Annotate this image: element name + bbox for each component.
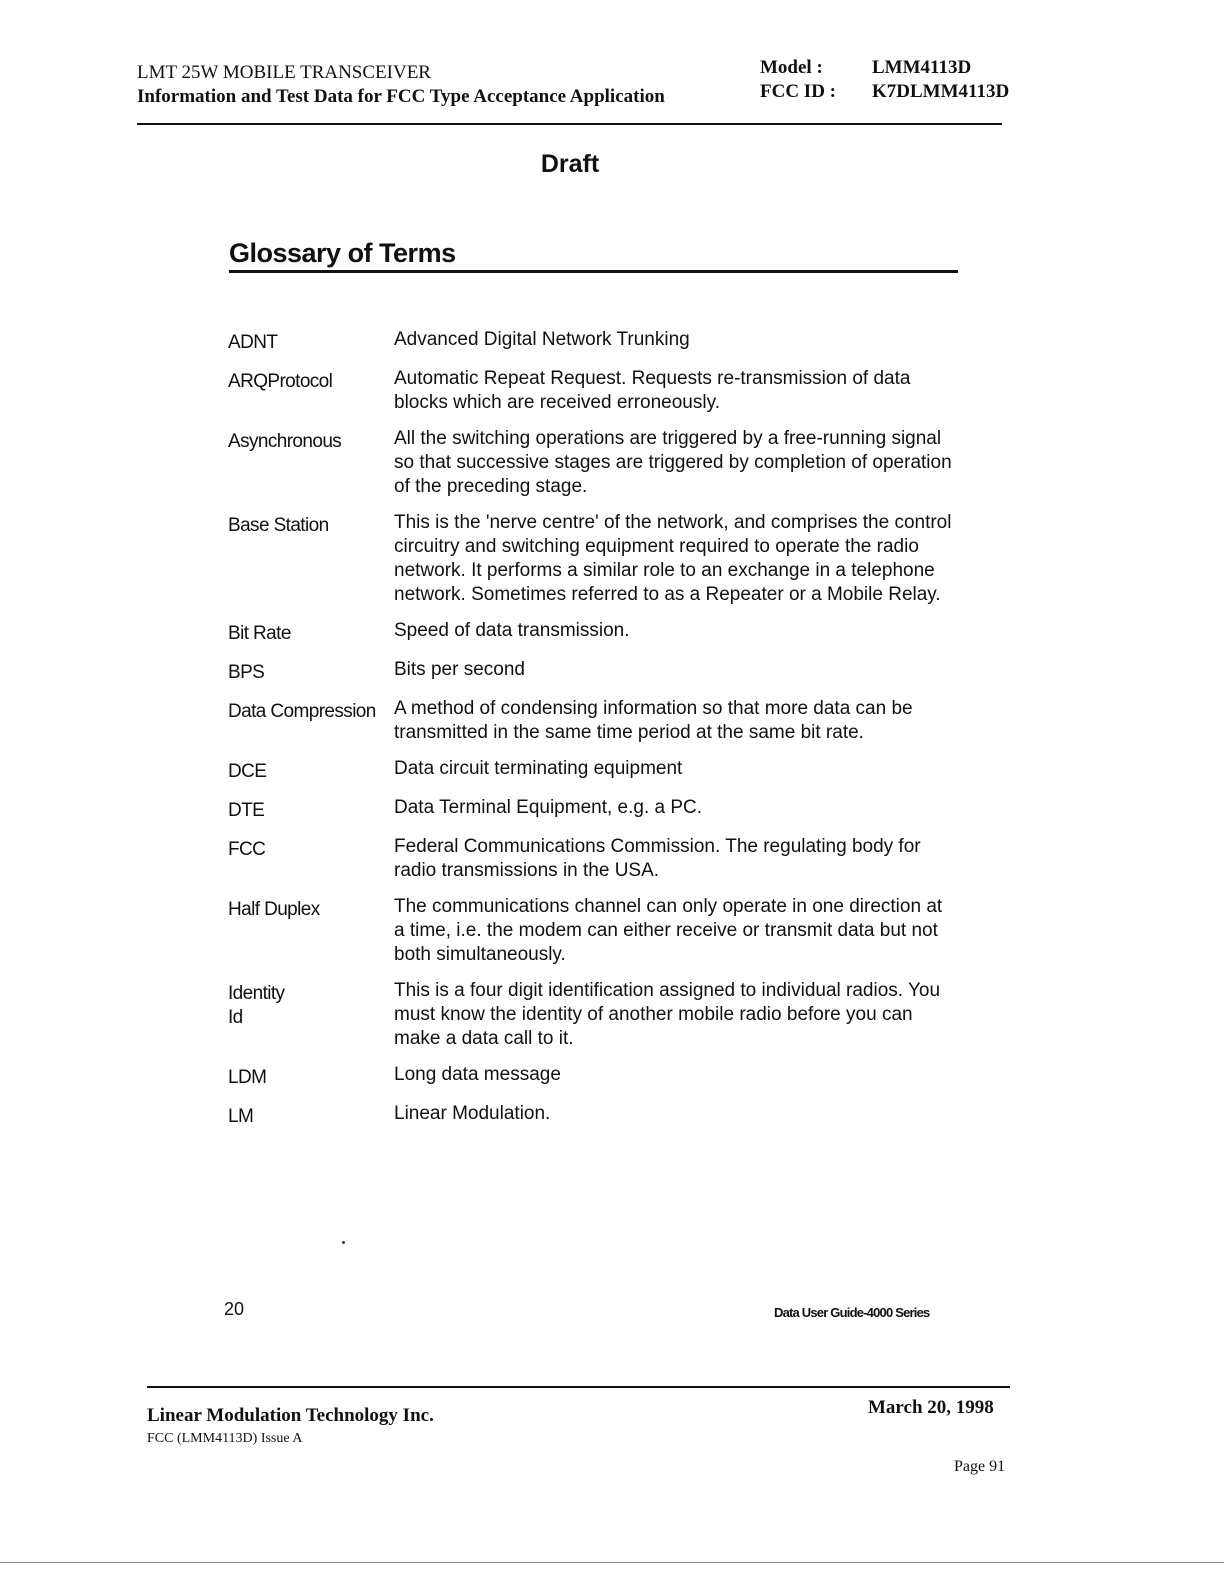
draft-label: Draft	[540, 150, 600, 178]
scan-edge-line	[0, 1562, 1224, 1563]
glossary-term: Asynchronous	[228, 431, 342, 452]
glossary-term: ARQProtocol	[228, 371, 333, 392]
glossary-definition: Automatic Repeat Request. Requests re-transmission of data blocks which are received erroneously.	[394, 368, 911, 413]
glossary-definition: Federal Communications Commission. The regulating body for radio transmissions in the USA.	[394, 836, 921, 881]
glossary-definition: This is the 'nerve centre' of the network, and comprises the control circuitry and switching equipment required to operate the radio network. It performs a similar role to an exchange in a telephone network. Sometimes referred to as a Repeater or a Mobile Relay.	[394, 512, 952, 605]
glossary-entry	[228, 619, 958, 646]
glossary-entry	[228, 979, 958, 1051]
glossary-entry	[228, 757, 958, 784]
inner-page-number: 20	[224, 1299, 245, 1319]
glossary-term	[228, 979, 394, 1051]
fcc-id-value: K7DLMM4113D	[872, 81, 1010, 102]
glossary-definition: Data Terminal Equipment, e.g. a PC.	[394, 797, 703, 818]
glossary-underline	[229, 270, 958, 273]
document-date: March 20, 1998	[868, 1397, 994, 1418]
glossary-definition: All the switching operations are triggered by a free-running signal so that successive stages are triggered by completion of operation of the preceding stage.	[394, 428, 952, 497]
glossary-entry	[228, 835, 958, 883]
model-value: LMM4113D	[872, 57, 972, 78]
glossary-entry	[228, 796, 958, 823]
glossary-entry	[228, 895, 958, 967]
glossary-term: DCE	[228, 761, 267, 782]
glossary-term: ADNT	[228, 332, 278, 353]
glossary-definition: A method of condensing information so that more data can be transmitted in the same time period at the same bit rate.	[394, 698, 913, 743]
glossary-definition: Long data message	[394, 1064, 561, 1085]
glossary-term: Data Compression	[228, 701, 376, 722]
glossary-term-line: Identity	[228, 983, 285, 1004]
glossary-entry	[228, 1102, 958, 1129]
guide-name: Data User Guide-4000 Series	[774, 1305, 930, 1320]
glossary-entry	[228, 658, 958, 685]
glossary-definition: Bits per second	[394, 659, 525, 680]
glossary-definition: Speed of data transmission.	[394, 620, 630, 641]
fcc-id-label: FCC ID :	[760, 81, 836, 102]
glossary-term: Half Duplex	[228, 899, 320, 920]
scan-speck	[342, 1241, 345, 1244]
glossary-definition: This is a four digit identification assigned to individual radios. You must know the identity of another mobile radio before you can make a data call to it.	[394, 980, 941, 1049]
glossary-term: FCC	[228, 839, 266, 860]
company-name: Linear Modulation Technology Inc.	[147, 1405, 434, 1426]
header-divider	[137, 123, 1002, 125]
page-number: Page 91	[954, 1458, 1006, 1475]
glossary-term: LDM	[228, 1067, 267, 1088]
glossary-definition: Linear Modulation.	[394, 1103, 551, 1124]
product-title: LMT 25W MOBILE TRANSCEIVER	[137, 62, 431, 83]
glossary-entry	[228, 1063, 958, 1090]
glossary-term: Bit Rate	[228, 623, 291, 644]
footer-divider	[147, 1386, 1010, 1388]
glossary-definition: Advanced Digital Network Trunking	[394, 329, 690, 350]
glossary-term: LM	[228, 1106, 254, 1127]
glossary-definition: Data circuit terminating equipment	[394, 758, 683, 779]
glossary-term: DTE	[228, 800, 265, 821]
model-label: Model :	[760, 57, 823, 78]
document-header	[137, 61, 665, 109]
model-info	[760, 56, 1009, 104]
glossary-entry	[228, 511, 958, 607]
glossary-entry	[228, 328, 958, 355]
glossary-term: BPS	[228, 662, 265, 683]
glossary-title: Glossary of Terms	[229, 238, 456, 268]
document-subtitle: Information and Test Data for FCC Type Acceptance Application	[137, 86, 665, 107]
glossary-term-line: Id	[228, 1007, 243, 1028]
glossary-list	[228, 328, 958, 1141]
document-footer	[147, 1405, 434, 1447]
glossary-term: Base Station	[228, 515, 329, 536]
issue-label: FCC (LMM4113D) Issue A	[147, 1431, 303, 1446]
glossary-entry	[228, 427, 958, 499]
glossary-definition: The communications channel can only operate in one direction at a time, i.e. the modem can either receive or transmit data but not both simultaneously.	[394, 896, 943, 965]
glossary-entry	[228, 697, 958, 745]
glossary-entry	[228, 367, 958, 415]
